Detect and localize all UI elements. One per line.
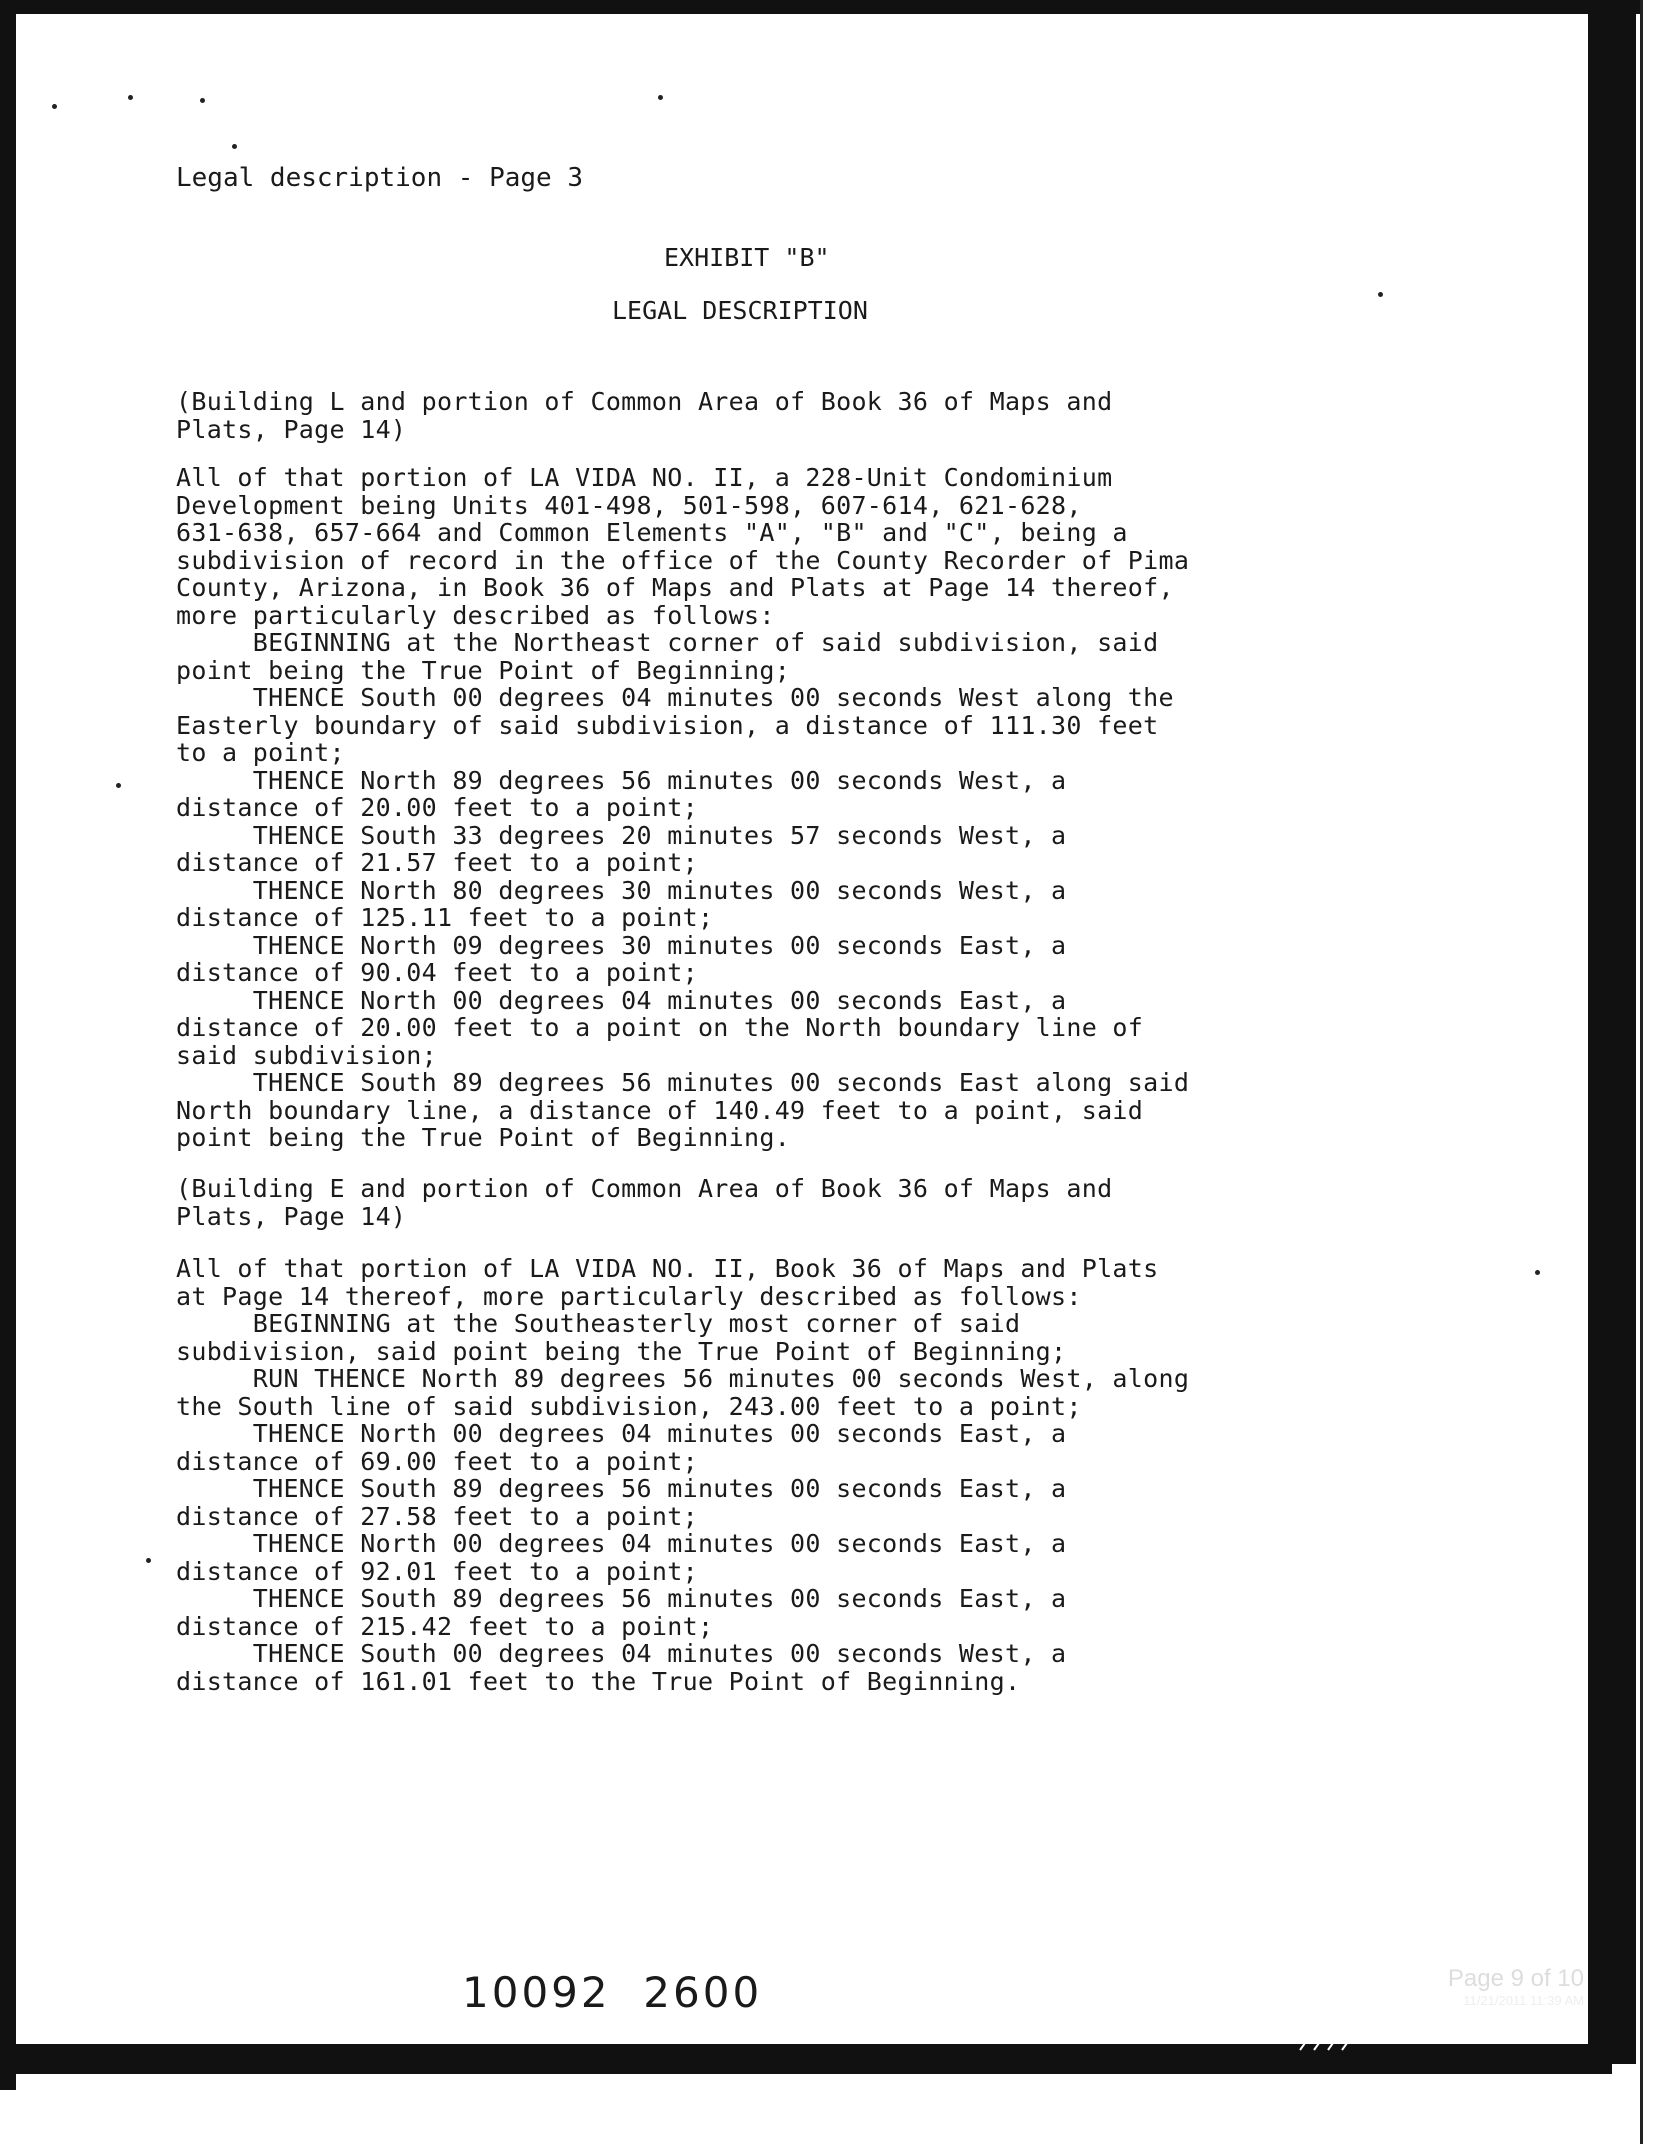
building-e-caption: (Building E and portion of Common Area of Book 36 of Maps and Plats, Page 14) (176, 1174, 1113, 1231)
fax-stamp (1362, 1965, 1584, 2021)
scan-border-right (1588, 14, 1636, 2064)
page-indicator: Page 9 of 10 (1447, 1965, 1584, 1992)
scan-speck (1378, 292, 1383, 297)
scan-noise-marks (1290, 2018, 1370, 2052)
scan-speck (128, 95, 133, 100)
scan-speck (146, 1558, 151, 1563)
building-l-caption: (Building L and portion of Common Area of Book 36 of Maps and Plats, Page 14) (176, 387, 1113, 444)
scan-speck (232, 144, 237, 149)
building-l-description: All of that portion of LA VIDA NO. II, a 228-Unit Condominium Development being Units 401-498, 501-598, 607-614, 621-628, 631-638, 657-664 and Common Elements "A", "B" and "C", being a subdivision of record in the office of the County Recorder of Pima County, Arizona, in Book 36 of Maps and Plats at Page 14 thereof, more particularly described as follows: BEGINNING at the Northeast corner of said subdivision, said point being the True Point of Beginning; THENCE South 00 degrees 04 minutes 00 seconds West along the Easterly boundary of said subdivision, a distance of 111.30 feet to a point; THENCE North 89 degrees 56 minutes 00 seconds West, a distance of 20.00 feet to a point; THENCE South 33 degrees 20 minutes 57 seconds West, a distance of 21.57 feet to a point; THENCE North 80 degrees 30 minutes 00 seconds West, a distance of 125.11 feet to a point; THENCE North 09 degrees 30 minutes 00 seconds East, a distance of 90.04 feet to a point; THENCE North 00 degrees 04 minutes 00 seconds East, a distance of 20.00 feet to a point on the North boundary line of said subdivision; THENCE South 89 degrees 56 minutes 00 seconds East along said North boundary line, a distance of 140.49 feet to a point, said point being the True Point of Beginning. (176, 463, 1190, 1152)
scan-speck (52, 104, 57, 109)
scan-border-bottom (0, 2044, 1612, 2074)
exhibit-title: EXHIBIT "B" (664, 243, 830, 272)
scan-speck (1535, 1270, 1540, 1275)
scan-speck (658, 95, 663, 100)
building-e-description: All of that portion of LA VIDA NO. II, Book 36 of Maps and Plats at Page 14 thereof, more particularly described as follows: BEGINNING at the Southeasterly most corner of said subdivision, said point being the True Point of Beginning; RUN THENCE North 89 degrees 56 minutes 00 seconds West, along the South line of said subdivision, 243.00 feet to a point; THENCE North 00 degrees 04 minutes 00 seconds East, a distance of 69.00 feet to a point; THENCE South 89 degrees 56 minutes 00 seconds East, a distance of 27.58 feet to a point; THENCE North 00 degrees 04 minutes 00 seconds East, a distance of 92.01 feet to a point; THENCE South 89 degrees 56 minutes 00 seconds East, a distance of 215.42 feet to a point; THENCE South 00 degrees 04 minutes 00 seconds West, a distance of 161.01 feet to the True Point of Beginning. (176, 1254, 1190, 1696)
scan-speck (116, 783, 121, 788)
scan-speck (200, 98, 205, 103)
scan-border-left (0, 0, 16, 2090)
section-title: LEGAL DESCRIPTION (612, 296, 868, 325)
scan-edge-line (1640, 0, 1643, 2144)
timestamp: 11/21/2011 11:39 AM (1463, 1993, 1584, 2008)
recording-number: 10092 2600 (462, 1968, 763, 2017)
scan-border-top (0, 0, 1640, 14)
page-header: Legal description - Page 3 (176, 163, 583, 193)
